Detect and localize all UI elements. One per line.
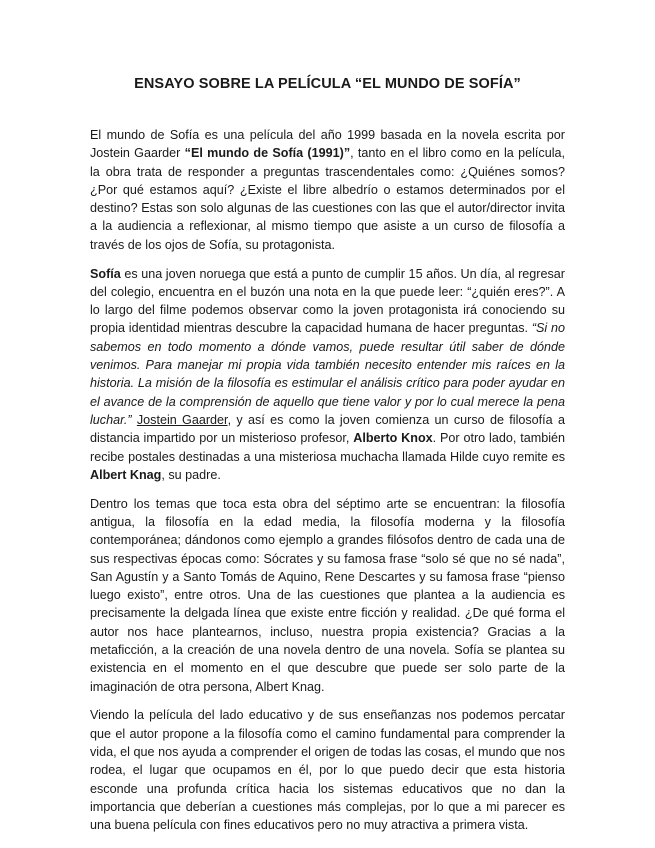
- p2-text-1: es una joven noruega que está a punto de cumplir 15 años. Un día, al regresar del colegio, encuentra en el buzón una nota en la que puede leer: “¿quién eres?”. A lo largo del filme podemos observar como la joven protagonista irá conociendo su propia identidad mientras descubre la capacidad humana de hacer preguntas.: [90, 266, 565, 336]
- paragraph-4: Viendo la película del lado educativo y de sus enseñanzas nos podemos percatar que el autor propone a la filosofía como el camino fundamental para comprender la vida, el que nos ayuda a comprender el origen de todas las cosas, el mundo que nos rodea, el lugar que ocupamos en él, por lo que puedo decir que esta historia esconde una profunda crítica hacia los sistemas educativos que no dan la importancia que deberían a cuestiones más complejas, por lo que a mi parecer es una buena película con fines educativos pero no muy atractiva a primera vista.: [90, 708, 565, 833]
- p2-text-2: , y así es como la joven comienza un curso de filosofía a distancia impartido por un misterioso profesor,: [90, 412, 565, 446]
- quote-author-link: Jostein Gaarder: [136, 412, 228, 427]
- book-title-bold: “El mundo de Sofía (1991)”: [184, 146, 351, 161]
- paragraph-1: [90, 126, 565, 254]
- p1-text-2: , tanto en el libro como en la película, la obra trata de responder a preguntas trascendentales como: ¿Quiénes somos? ¿Por qué estamos aquí? ¿Existe el libre albedrío o estamos determinados por el destino? Estas son solo algunas de las cuestiones con las que el autor/director invita a la audiencia a reflexionar, al mismo tiempo que asiste a un curso de filosofía a través de los ojos de Sofía, su protagonista.: [90, 146, 565, 252]
- alberto-knox-bold: Alberto Knox: [353, 431, 433, 446]
- gaarder-quote: “Si no sabemos en todo momento a dónde vamos, puede resultar útil saber de dónde venimos. Para manejar mi propia vida también necesito entender mis raíces en la historia. La misión de la filosofía es estimular el análisis crítico para poder ayudar en el avance de la comprensión de aquello que tiene valor y por lo cual merece la pena luchar.”: [90, 321, 565, 427]
- sofia-bold: Sofía: [90, 266, 121, 281]
- paragraph-3: Dentro los temas que toca esta obra del séptimo arte se encuentran: la filosofía antigua, la filosofía en la edad media, la filosofía moderna y la filosofía contemporánea; dándonos como ejemplo a grandes filósofos dentro de cada una de sus respectivas épocas como: Sócrates y su famosa frase “solo sé que no sé nada”, San Agustín y a Santo Tomás de Aquino, Rene Descartes y su famosa frase “pienso luego existo”, entre otros. Una de las cuestiones que plantea a la audiencia es precisamente la delgada línea que existe entre ficción y realidad. ¿De qué forma el autor nos hace plantearnos, incluso, nuestra propia existencia? Gracias a la metaficción, a la creación de una novela dentro de una novela. Sofía se plantea su existencia en el momento en el que descubre que puede ser solo parte de la imaginación de otra persona, Albert Knag.: [90, 496, 565, 694]
- p2-text-3: . Por otro lado, también recibe postales destinadas a una misteriosa muchacha llamada Hilde cuyo remite es: [90, 431, 566, 464]
- document-body: [90, 126, 565, 845]
- paragraph-2: [90, 265, 565, 485]
- p1-text-1: El mundo de Sofía es una película del año 1999 basada en la novela escrita por Jostein Gaarder: [90, 128, 565, 161]
- document-title: ENSAYO SOBRE LA PELÍCULA “EL MUNDO DE SOFÍA”: [134, 76, 521, 92]
- albert-knag-bold: Albert Knag: [90, 467, 162, 482]
- p2-text-4: , su padre.: [161, 467, 221, 482]
